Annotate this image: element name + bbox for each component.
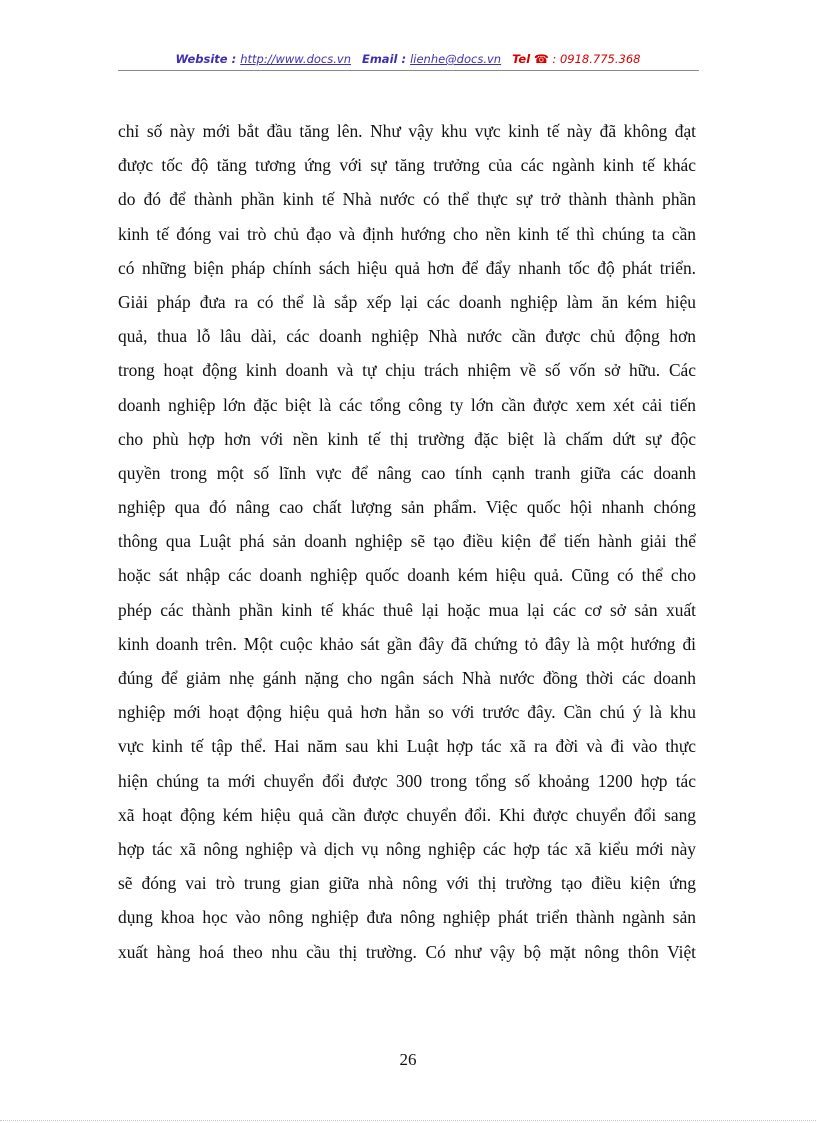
body-line: vực kinh tế tập thể. Hai năm sau khi Luật hợp tác xã ra đời và đi vào thực: [118, 736, 696, 757]
website-link[interactable]: http://www.docs.vn: [240, 52, 351, 66]
body-paragraph: [118, 114, 696, 969]
body-line: xã hoạt động kém hiệu quả cần được chuyển đổi. Khi được chuyển đổi sang: [118, 804, 696, 825]
body-line: chỉ số này mới bắt đầu tăng lên. Như vậy khu vực kinh tế này đã không đạt: [118, 121, 696, 141]
body-line: Giải pháp đưa ra có thể là sắp xếp lại các doanh nghiệp làm ăn kém hiệu: [118, 291, 696, 312]
page-header: [0, 50, 816, 68]
tel-separator: :: [548, 52, 560, 66]
body-line: hợp tác xã nông nghiệp và dịch vụ nông nghiệp các hợp tác xã kiểu mới này: [118, 838, 696, 859]
email-label: Email: [361, 52, 398, 66]
body-line: đúng để giảm nhẹ gánh nặng cho ngân sách Nhà nước đồng thời các doanh: [118, 668, 696, 688]
body-line: phép các thành phần kinh tế khác thuê lại hoặc mua lại các cơ sở sản xuất: [118, 599, 696, 620]
header-divider: [118, 70, 699, 71]
page-number: 26: [399, 1050, 417, 1069]
tel-number: 0918.775.368: [559, 52, 641, 66]
body-line: do đó để thành phần kinh tế Nhà nước có thể thực sự trở thành thành phần: [118, 189, 696, 210]
body-line: được tốc độ tăng tương ứng với sự tăng trưởng của các ngành kinh tế khác: [118, 155, 696, 176]
body-line: kinh doanh trên. Một cuộc khảo sát gần đây đã chứng tỏ đây là một hướng đi: [118, 633, 696, 654]
body-line: trong hoạt động kinh doanh và tự chịu trách nhiệm về số vốn sở hữu. Các: [118, 360, 696, 381]
phone-icon: ☎: [533, 52, 549, 66]
body-line: cho phù hợp hơn với nền kinh tế thị trường đặc biệt là chấm dứt sự độc: [118, 428, 696, 449]
body-line: xuất hàng hoá theo nhu cầu thị trường. Có như vậy bộ mặt nông thôn Việt: [118, 941, 696, 962]
tel-label: Tel: [512, 52, 531, 66]
body-line: quyền trong một số lĩnh vực để nâng cao tính cạnh tranh giữa các doanh: [118, 462, 696, 483]
body-line: hiện chúng ta mới chuyển đổi được 300 trong tổng số khoảng 1200 hợp tác: [118, 770, 696, 791]
body-line: kinh tế đóng vai trò chủ đạo và định hướng cho nền kinh tế thì chúng ta cần: [118, 223, 696, 244]
body-line: sẽ đóng vai trò trung gian giữa nhà nông với thị trường tạo điều kiện ứng: [118, 873, 696, 894]
body-line: doanh nghiệp lớn đặc biệt là các tổng công ty lớn cần được xem xét cải tiến: [118, 394, 696, 415]
body-line: có những biện pháp chính sách hiệu quả hơn để đẩy nhanh tốc độ phát triển.: [118, 257, 696, 278]
email-separator: :: [397, 52, 411, 66]
email-link[interactable]: lienhe@docs.vn: [410, 52, 502, 66]
body-line: quả, thua lỗ lâu dài, các doanh nghiệp Nhà nước cần được chủ động hơn: [118, 326, 696, 347]
body-line: thông qua Luật phá sản doanh nghiệp sẽ tạo điều kiện để tiến hành giải thể: [118, 531, 696, 552]
body-line: nghiệp qua đó nâng cao chất lượng sản phẩm. Việc quốc hội nhanh chóng: [118, 497, 696, 518]
page-bottom-border: [0, 1120, 816, 1121]
body-line: hoặc sát nhập các doanh nghiệp quốc doanh kém hiệu quả. Cũng có thể cho: [118, 565, 696, 586]
body-line: dụng khoa học vào nông nghiệp đưa nông nghiệp phát triển thành ngành sản: [118, 907, 696, 928]
body-line: nghiệp mới hoạt động hiệu quả hơn hẳn so với trước đây. Cần chú ý là khu: [118, 702, 696, 723]
website-label: Website: [175, 52, 228, 66]
website-separator: :: [227, 52, 241, 66]
